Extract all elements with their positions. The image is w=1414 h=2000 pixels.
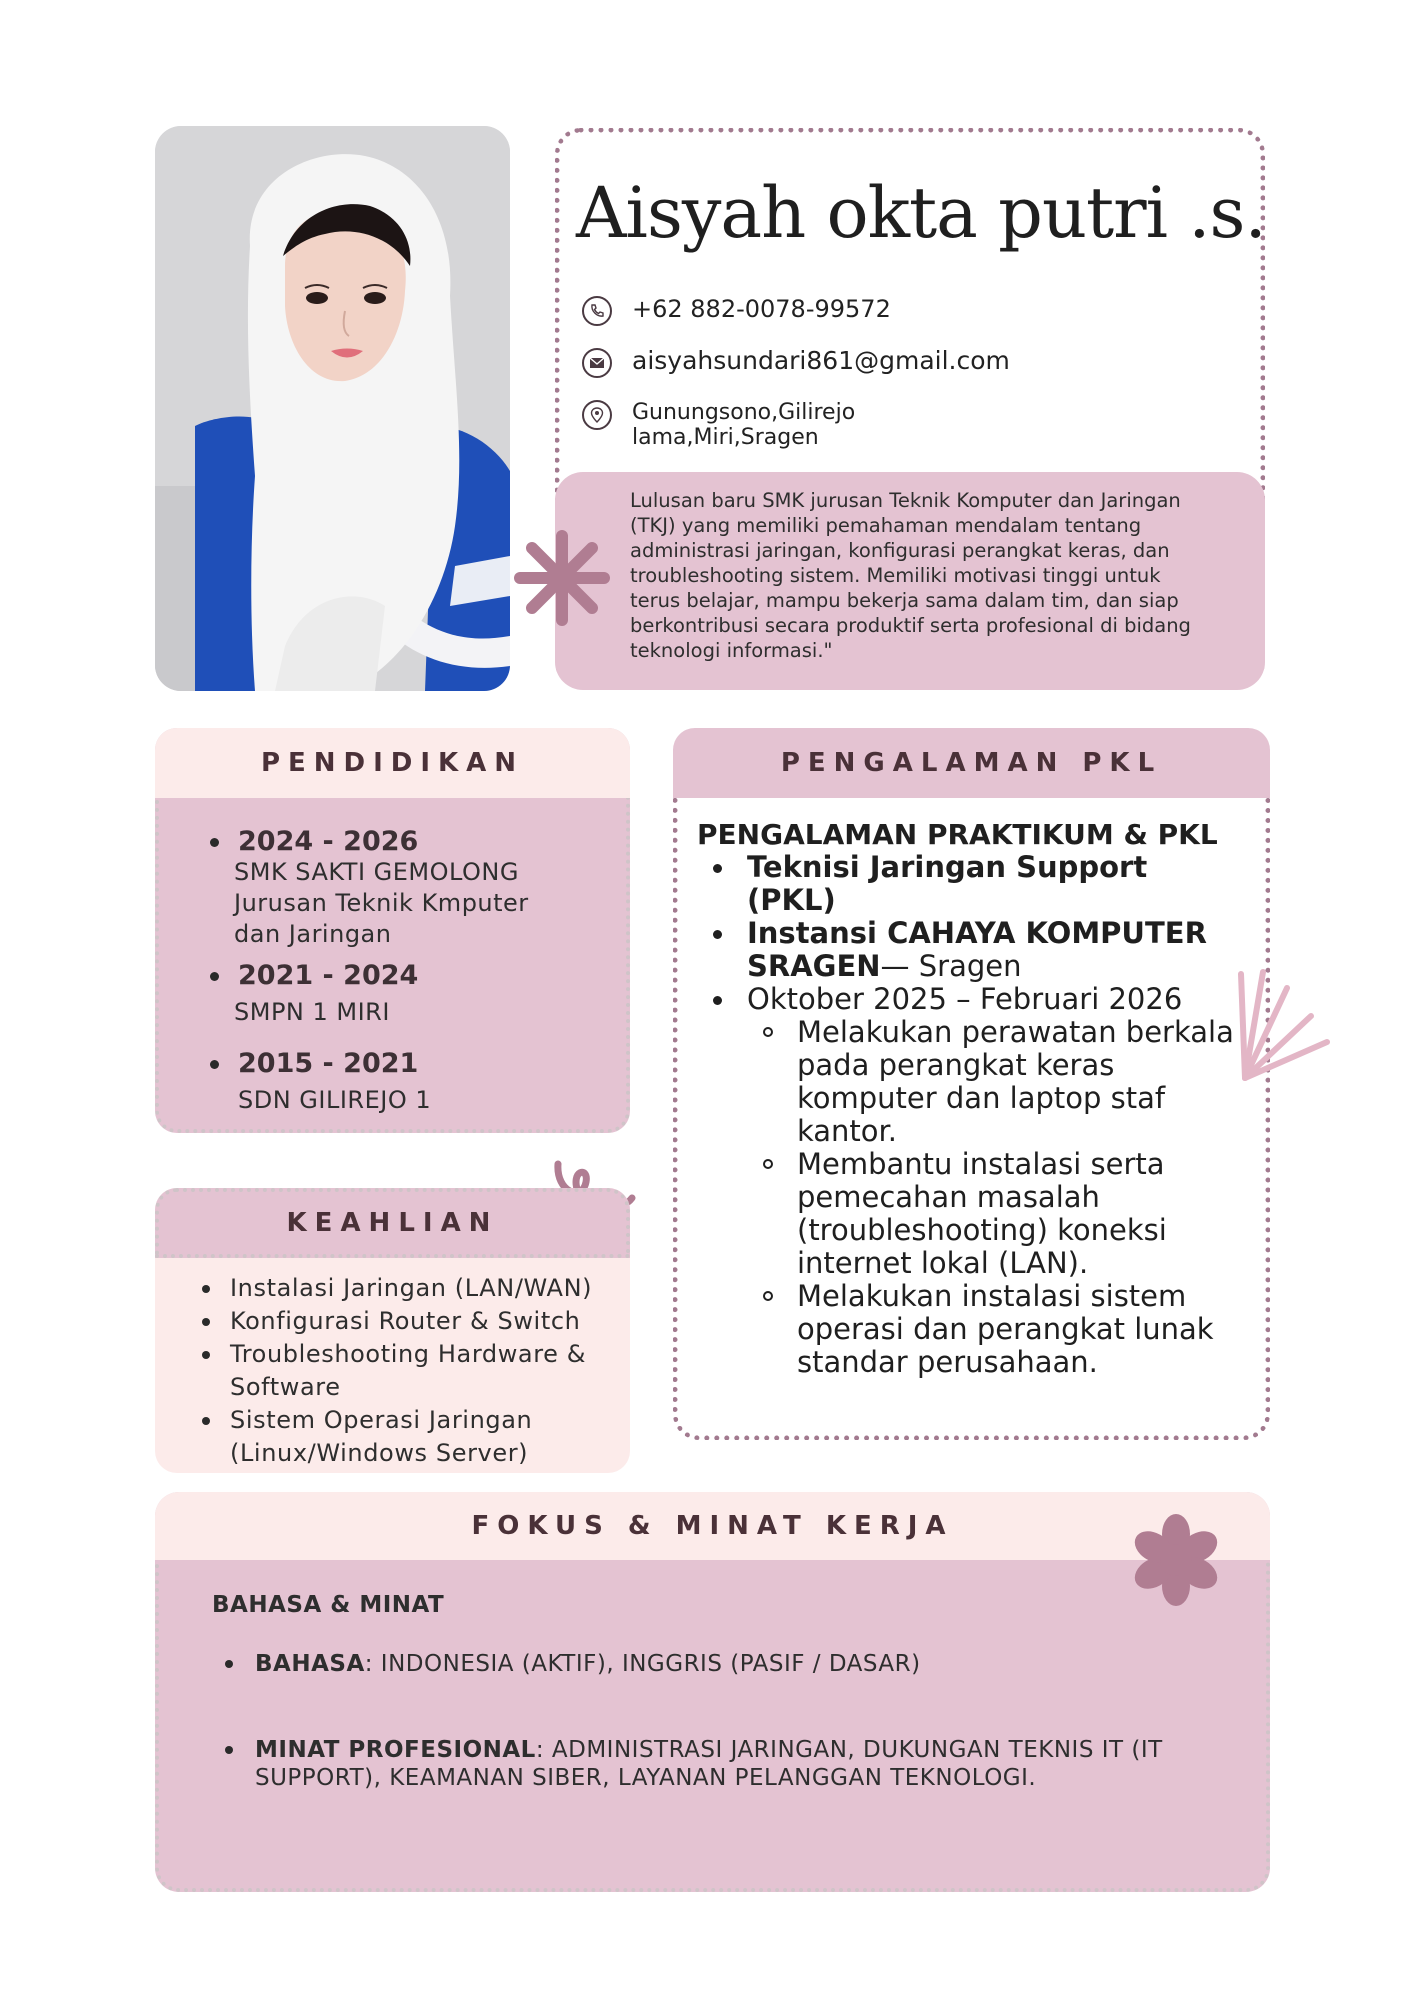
education-item [210,826,610,950]
pkl-duty: Membantu instalasi serta pemecahan masalah (troubleshooting) koneksi internet lokal (LAN). [747,1148,1237,1280]
education-school: SMK SAKTI GEMOLONG [234,858,519,886]
education-item [210,960,610,1028]
address-line-1: Gunungsono,Gilirejo [632,400,856,425]
minat-label: MINAT PROFESIONAL [255,1737,536,1763]
education-school: SMPN 1 MIRI [234,998,390,1026]
email-row [582,348,1010,378]
minat-item [225,1736,1175,1792]
address [632,400,855,450]
bahasa-minat-subheading: BAHASA & MINAT [212,1592,445,1618]
pendidikan-heading: PENDIDIKAN [155,728,630,798]
asterisk-decoration-icon [512,528,612,628]
phone-number: +62 882-0078-99572 [632,295,891,323]
pkl-period [697,983,1237,1379]
profile-photo [155,126,510,691]
pkl-role: Teknisi Jaringan Support (PKL) [697,851,1237,917]
fokus-minat-heading: FOKUS & MINAT KERJA [155,1492,1270,1560]
pkl-duty-list [747,1016,1237,1379]
address-line-2: lama,Miri,Sragen [632,425,819,450]
pkl-company-name: Instansi CAHAYA KOMPUTER SRAGEN [747,916,1207,983]
education-major: Jurusan Teknik Kmputer [234,889,529,917]
candidate-name: Aisyah okta putri .s. [576,172,1266,254]
education-major-cont: dan Jaringan [234,920,392,948]
pkl-company-city: — Sragen [880,949,1022,983]
minat-value: : ADMINISTRASI JARINGAN, DUKUNGAN TEKNIS IT (IT SUPPORT), KEAMANAN SIBER, LAYANAN PELANGGAN TEKNOLOGI. [255,1737,1163,1791]
pkl-list [697,851,1237,1379]
skill-item: Sistem Operasi Jaringan (Linux/Windows Server) [200,1404,620,1470]
profile-photo-illustration [155,126,510,691]
pkl-content [697,818,1237,1379]
education-years: 2021 - 2024 [210,960,610,991]
education-years: 2015 - 2021 [210,1048,610,1079]
pkl-duty: Melakukan instalasi sistem operasi dan perangkat lunak standar perusahaan. [747,1280,1237,1379]
burst-lines-decoration-icon [1235,968,1335,1083]
keahlian-heading: KEAHLIAN [155,1188,630,1258]
skill-item: Instalasi Jaringan (LAN/WAN) [200,1272,620,1305]
education-item [210,1048,610,1116]
education-school: SDN GILIREJO 1 [238,1086,432,1114]
email-icon [582,348,612,378]
profile-summary: Lulusan baru SMK jurusan Teknik Komputer dan Jaringan (TKJ) yang memiliki pemahaman mendalam tentang administrasi jaringan, konfigurasi perangkat keras, dan troubleshooting sistem. Memiliki motivasi tinggi untuk terus belajar, mampu bekerja sama dalam tim, dan siap berkontribusi secara produktif serta profesional di bidang teknologi informasi." [555,472,1265,690]
phone-row [582,296,891,326]
bahasa-item [225,1650,1175,1678]
address-row [582,400,855,450]
email-address: aisyahsundari861@gmail.com [632,346,1010,375]
skill-item: Troubleshooting Hardware & Software [200,1338,620,1404]
pkl-period-text: Oktober 2025 – Februari 2026 [747,982,1183,1016]
bahasa-label: BAHASA [255,1651,365,1677]
pkl-duty: Melakukan perawatan berkala pada perangkat keras komputer dan laptop staf kantor. [747,1016,1237,1148]
pengalaman-pkl-heading: PENGALAMAN PKL [673,728,1270,798]
pkl-company [697,917,1237,983]
bahasa-value: : INDONESIA (AKTIF), INGGRIS (PASIF / DASAR) [364,1651,921,1677]
phone-icon [582,296,612,326]
pkl-title: PENGALAMAN PRAKTIKUM & PKL [697,818,1218,851]
flower-decoration-icon [1128,1512,1224,1608]
skill-list [200,1272,620,1470]
skill-item: Konfigurasi Router & Switch [200,1305,620,1338]
location-pin-icon [582,400,612,430]
education-years: 2024 - 2026 [210,826,610,857]
